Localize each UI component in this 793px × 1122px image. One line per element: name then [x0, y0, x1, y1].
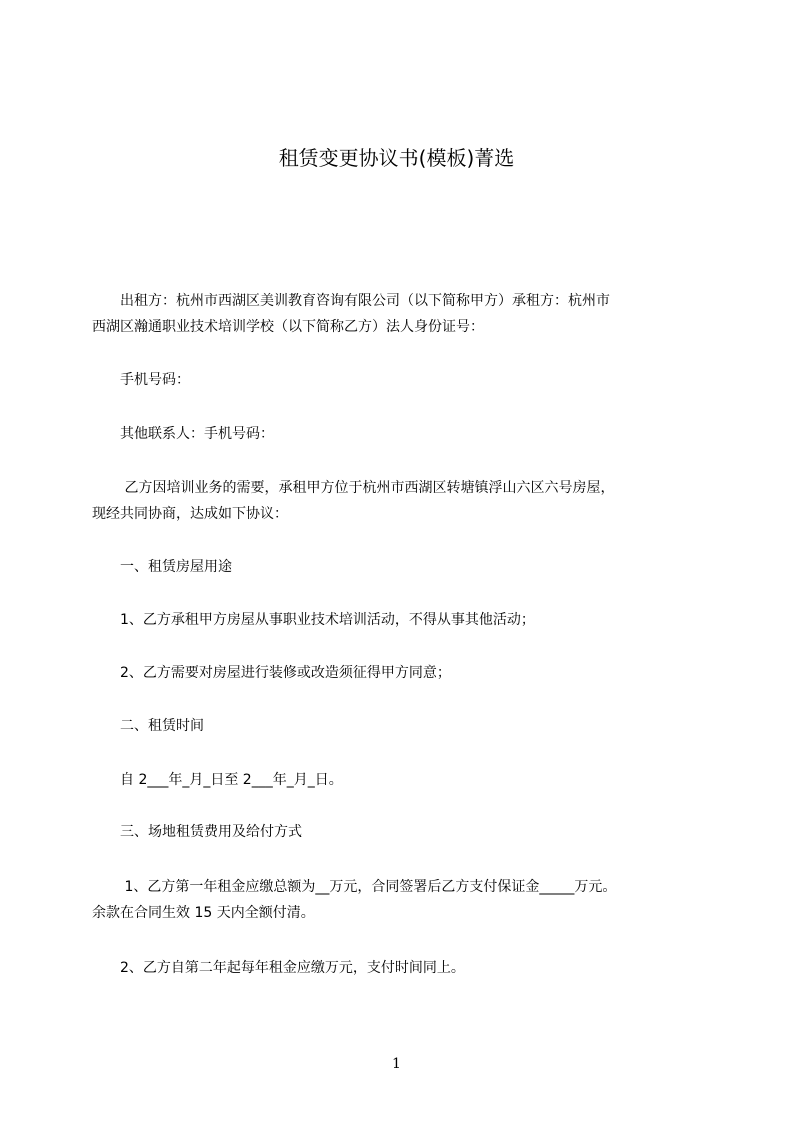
paragraph-line: 一、租赁房屋用途: [92, 559, 232, 575]
paragraph-line: 西湖区瀚通职业技术培训学校（以下简称乙方）法人身份证号：: [92, 319, 484, 335]
paragraph-line: 2、乙方自第二年起每年租金应缴万元，支付时间同上。: [92, 960, 465, 976]
paragraph-line: 乙方因培训业务的需要，承租甲方位于杭州市西湖区转塘镇浮山六区六号房屋，: [92, 480, 615, 496]
paragraph-line: 手机号码：: [92, 372, 190, 388]
paragraph-phone: [92, 367, 702, 393]
paragraph-line: 三、场地租赁费用及给付方式: [92, 824, 302, 840]
paragraph-line: 2、乙方需要对房屋进行装修或改造须征得甲方同意；: [92, 665, 451, 681]
clause-fees-2: [92, 955, 702, 981]
section-heading-fees: [92, 819, 702, 845]
paragraph-line: 二、租赁时间: [92, 718, 204, 734]
paragraph-line: 1、乙方第一年租金应缴总额为__万元，合同签署后乙方支付保证金_____万元。: [92, 879, 617, 895]
clause-term-dates: [92, 767, 702, 793]
paragraph-line: 自 2___年_月_日至 2___年_月_日。: [92, 772, 343, 788]
paragraph-line: 出租方：杭州市西湖区美训教育咨询有限公司（以下简称甲方）承租方：杭州市: [92, 293, 610, 309]
paragraph-parties: [92, 288, 702, 340]
paragraph-line: 余款在合同生效 15 天内全额付清。: [92, 905, 315, 921]
clause-usage-2: [92, 660, 702, 686]
document-title: 租赁变更协议书(模板)菁选: [278, 146, 515, 170]
clause-fees-1: [92, 874, 702, 926]
paragraph-line: 其他联系人：手机号码：: [92, 426, 274, 442]
section-heading-usage: [92, 554, 702, 580]
paragraph-purpose: [92, 475, 702, 527]
section-heading-term: [92, 713, 702, 739]
clause-usage-1: [92, 607, 702, 633]
page-number: 1: [392, 1056, 401, 1072]
paragraph-other-contact: [92, 421, 702, 447]
paragraph-line: 1、乙方承租甲方房屋从事职业技术培训活动，不得从事其他活动；: [92, 612, 535, 628]
paragraph-line: 现经共同协商，达成如下协议：: [92, 506, 288, 522]
